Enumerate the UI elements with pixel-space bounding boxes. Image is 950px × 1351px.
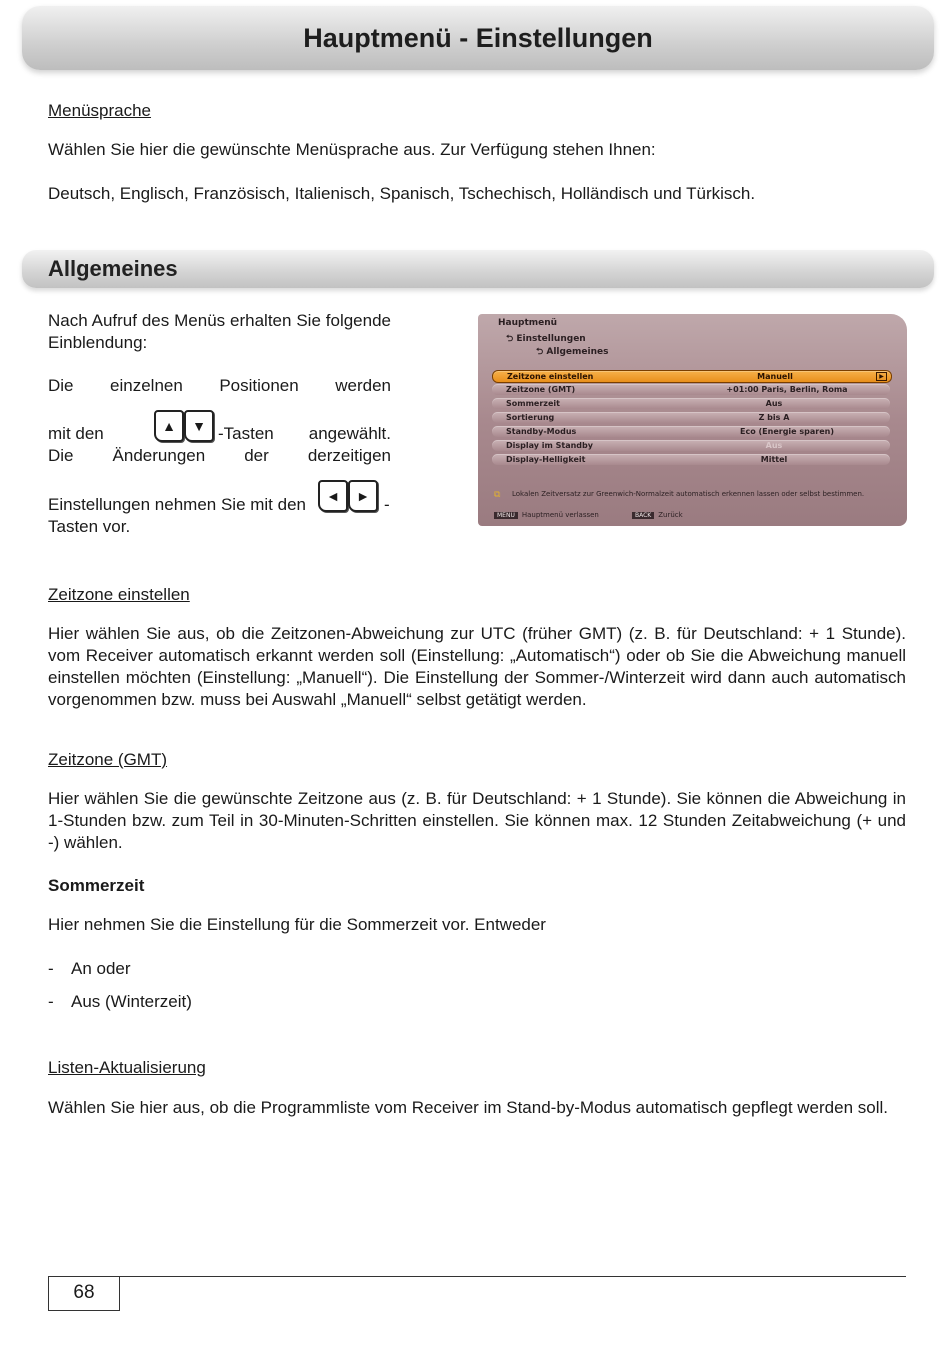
osd-row-label: Standby-Modus (506, 427, 577, 436)
osd-back-tag: BACK (632, 512, 654, 519)
title-bar (22, 6, 934, 70)
osd-row-sortierung[interactable] (492, 412, 890, 423)
allgemeines-p1: Nach Aufruf des Menüs erhalten Sie folgende Einblendung: (48, 311, 391, 352)
osd-row-value: Aus (765, 399, 783, 408)
allgemeines-heading: Allgemeines (48, 256, 178, 281)
sommerzeit-option-aus: Aus (Winterzeit) (71, 992, 192, 1011)
osd-row-label: Sommerzeit (506, 399, 560, 408)
page-title: Hauptmenü - Einstellungen (303, 23, 653, 53)
allgemeines-p2-line2 (48, 410, 391, 446)
osd-row-value: Manuell (757, 372, 793, 381)
osd-row-label: Zeitzone (GMT) (506, 385, 576, 394)
osd-row-label: Display im Standby (506, 441, 593, 450)
osd-crumb-allgemeines (536, 344, 608, 360)
osd-help-note: Lokalen Zeitversatz zur Greenwich-Normalzeit automatisch erkennen lassen oder selbst bestimmen. (512, 490, 865, 498)
allgemeines-p2-mit: mit den (48, 424, 104, 443)
allgemeines-p2-line3: Die Änderungen der derzeitigen (48, 446, 391, 465)
zeitzone-einstellen-heading: Zeitzone einstellen (48, 585, 190, 604)
footer-rule (48, 1276, 906, 1277)
arrow-left-key-icon: ◄ (318, 480, 348, 512)
osd-back-arrow-icon: ⮌ (506, 334, 514, 344)
zeitzone-einstellen-text: Hier wählen Sie aus, ob die Zeitzonen-Abweichung zur UTC (früher GMT) (z. B. für Deutschland: + 1 Stunde). vom Receiver automatisch erkannt werden soll (Einstellung: „Automatisch“) oder ob Sie die Abweichung manuell einstellen möchten (Einstellung: „Manuell“). Die Einstellung der Sommer-/Winterzeit wird dann auch automatisch vorgenommen bzw. muss bei Auswahl „Manuell“ selbst getätigt werden. (48, 624, 906, 709)
osd-row-zeitzone-einstellen[interactable] (492, 370, 892, 383)
left-right-keys (318, 480, 378, 512)
sommerzeit-heading: Sommerzeit (48, 876, 145, 895)
osd-crumb-allgemeines-label: Allgemeines (546, 347, 609, 357)
menusprache-heading: Menüsprache (48, 101, 152, 120)
arrow-down-key-icon: ▼ (184, 410, 214, 442)
osd-row-value: Mittel (760, 455, 788, 464)
osd-row-display-helligkeit[interactable] (492, 454, 890, 465)
allgemeines-p2-line1: Die einzelnen Positionen werden (48, 376, 391, 395)
listen-aktualisierung-text: Wählen Sie hier aus, ob die Programmliste vom Receiver im Stand-by-Modus automatisch gepflegt werden soll. (48, 1098, 888, 1117)
allgemeines-p3-c: Tasten vor. (48, 517, 131, 536)
sommerzeit-option-an: An oder (71, 959, 131, 978)
osd-menu-label: Hauptmenü verlassen (521, 511, 599, 519)
osd-crumb-hauptmenue: Hauptmenü (498, 318, 558, 328)
listen-aktualisierung-heading: Listen-Aktualisierung (48, 1058, 206, 1077)
osd-row-display-im-standby[interactable] (492, 440, 890, 451)
arrow-up-key-icon: ▲ (154, 410, 184, 442)
osd-screenshot (478, 314, 907, 526)
osd-menu-tag: MENU (494, 512, 518, 519)
osd-back-arrow-icon: ⮌ (536, 347, 544, 357)
osd-info-icon: ⧉ (494, 490, 501, 500)
osd-right-arrow-icon: ▶ (876, 372, 887, 381)
osd-row-label: Sortierung (506, 413, 555, 422)
osd-row-value: +01:00 Paris, Berlin, Roma (726, 385, 848, 394)
osd-row-standby-modus[interactable] (492, 426, 890, 437)
osd-crumb-einstellungen-label: Einstellungen (516, 334, 586, 344)
osd-row-sommerzeit[interactable] (492, 398, 890, 409)
osd-row-value: Z bis A (758, 413, 790, 422)
section-bar-allgemeines (22, 250, 934, 288)
zeitzone-gmt-text: Hier wählen Sie die gewünschte Zeitzone aus (z. B. für Deutschland: + 1 Stunde). Sie können die Abweichung in 1-Stunden bzw. zum Teil in 30-Minuten-Schritten einstellen. Sie können max. 12 Stunden Zeitabweichung (+ und -) wählen. (48, 789, 906, 852)
osd-row-value: Eco (Energie sparen) (740, 427, 834, 436)
allgemeines-p3-line1 (48, 480, 391, 516)
menusprache-languages: Deutsch, Englisch, Französisch, Italienisch, Spanisch, Tschechisch, Holländisch und Türkisch. (48, 184, 756, 203)
osd-row-label: Zeitzone einstellen (507, 372, 594, 381)
sommerzeit-text: Hier nehmen Sie die Einstellung für die Sommerzeit vor. Entweder (48, 915, 546, 934)
osd-row-zeitzone-gmt[interactable] (492, 384, 890, 395)
osd-row-value: Aus (765, 441, 783, 450)
osd-menu-button[interactable] (494, 511, 599, 519)
page-number: 68 (48, 1276, 120, 1311)
allgemeines-p3-b: - (384, 495, 390, 514)
osd-back-label: Zurück (658, 511, 683, 519)
zeitzone-gmt-heading: Zeitzone (GMT) (48, 750, 168, 769)
sommerzeit-dash-2: - (48, 992, 54, 1011)
sommerzeit-dash-1: - (48, 959, 54, 978)
osd-row-label: Display-Helligkeit (506, 455, 586, 464)
up-down-keys (154, 410, 214, 442)
allgemeines-p3-a: Einstellungen nehmen Sie mit den (48, 495, 306, 514)
menusprache-intro: Wählen Sie hier die gewünschte Menüsprache aus. Zur Verfügung stehen Ihnen: (48, 140, 656, 159)
allgemeines-p2-tasten: -Tasten angewählt. (218, 424, 391, 443)
osd-back-button[interactable] (632, 511, 683, 519)
arrow-right-key-icon: ► (348, 480, 378, 512)
